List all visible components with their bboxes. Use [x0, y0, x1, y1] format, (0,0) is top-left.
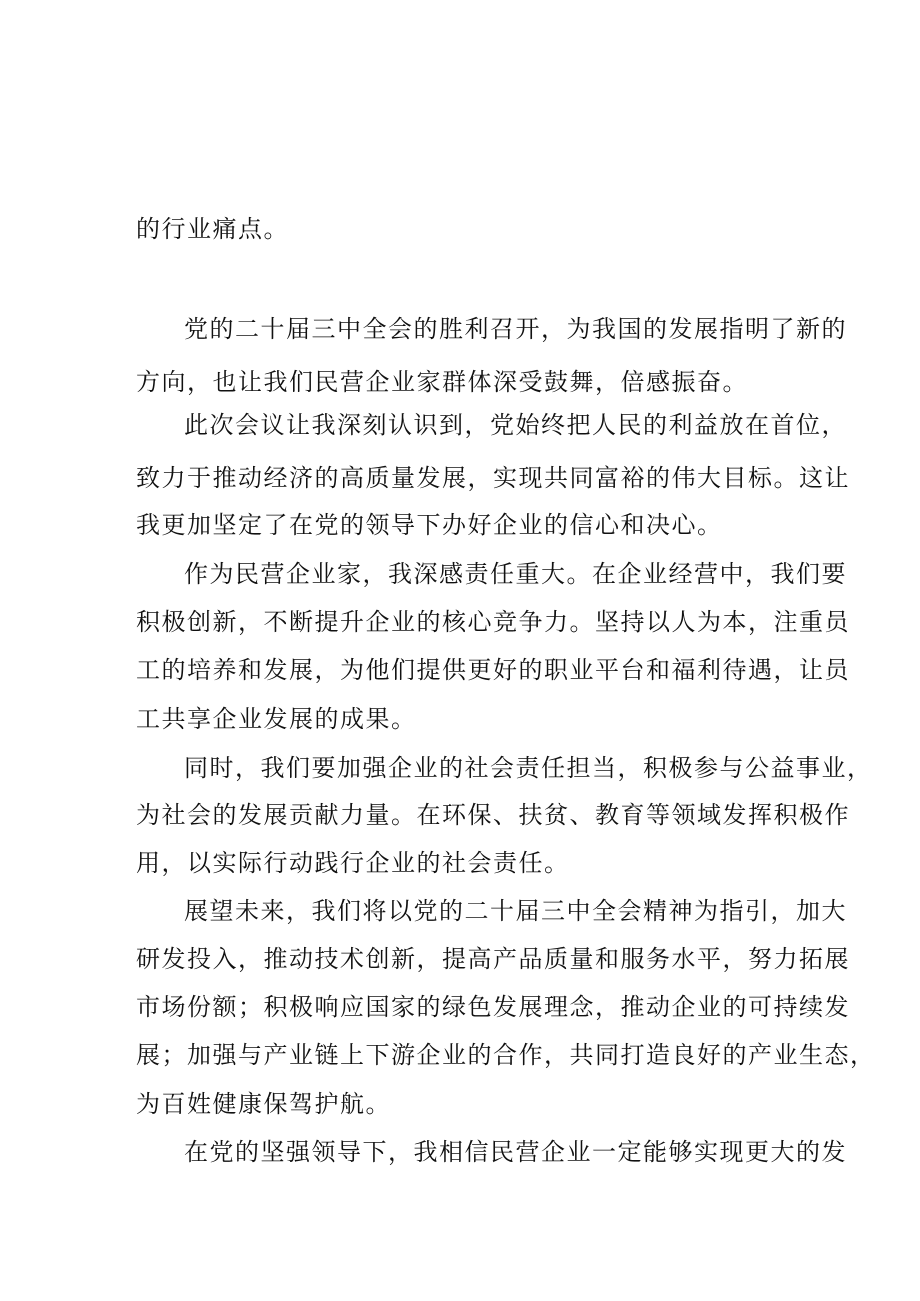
text-line: 党的二十届三中全会的胜利召开，为我国的发展指明了新的 [184, 315, 847, 343]
text-line: 此次会议让我深刻认识到，党始终把人民的利益放在首位， [184, 411, 847, 439]
text-line: 展；加强与产业链上下游企业的合作，共同打造良好的产业生态， [136, 1041, 876, 1069]
text-line: 方向，也让我们民营企业家群体深受鼓舞，倍感振奋。 [136, 368, 748, 396]
text-line: 致力于推动经济的高质量发展，实现共同富裕的伟大目标。这让 [136, 464, 850, 492]
text-line: 我更加坚定了在党的领导下办好企业的信心和决心。 [136, 511, 723, 539]
text-line: 工的培养和发展，为他们提供更好的职业平台和福利待遇，让员 [136, 656, 850, 684]
text-line: 同时，我们要加强企业的社会责任担当，积极参与公益事业， [184, 754, 873, 782]
text-line: 作为民营企业家，我深感责任重大。在企业经营中，我们要 [184, 560, 847, 588]
text-line: 在党的坚强领导下，我相信民营企业一定能够实现更大的发 [184, 1138, 847, 1166]
text-line: 展望未来，我们将以党的二十届三中全会精神为指引，加大 [184, 897, 847, 925]
text-line: 工共享企业发展的成果。 [136, 705, 417, 733]
text-line: 为百姓健康保驾护航。 [136, 1090, 391, 1118]
text-line: 用，以实际行动践行企业的社会责任。 [136, 849, 570, 877]
text-line: 积极创新，不断提升企业的核心竞争力。坚持以人为本，注重员 [136, 608, 850, 636]
text-line: 的行业痛点。 [136, 215, 289, 243]
text-line: 为社会的发展贡献力量。在环保、扶贫、教育等领域发挥积极作 [136, 801, 850, 829]
text-line: 研发投入，推动技术创新，提高产品质量和服务水平，努力拓展 [136, 945, 850, 973]
text-line: 市场份额；积极响应国家的绿色发展理念，推动企业的可持续发 [136, 993, 850, 1021]
